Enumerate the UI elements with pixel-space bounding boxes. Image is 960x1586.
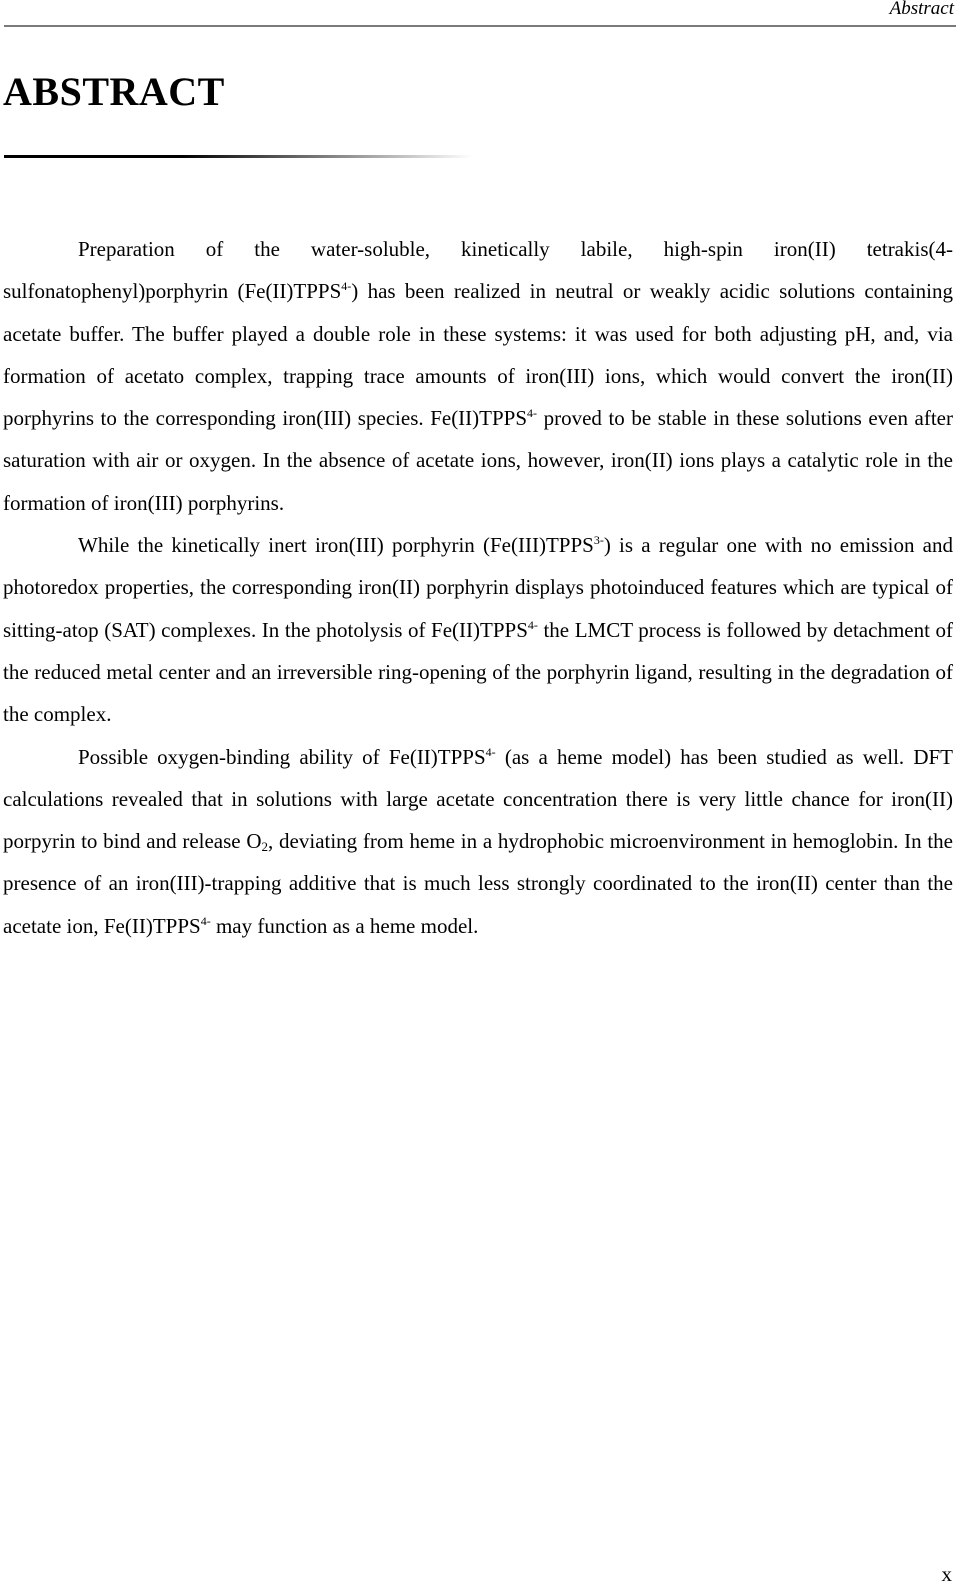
running-header: Abstract <box>889 0 954 19</box>
abstract-heading: ABSTRACT <box>3 69 225 114</box>
superscript-charge: 4- <box>200 913 211 928</box>
text-run: Preparation of the water-soluble, kinetically labile, high-spin iron(II) tetrakis(4-sulfonatophenyl)porphyrin (Fe(II)TPPS <box>3 237 953 304</box>
paragraph-3 <box>3 736 953 947</box>
text-run: the LMCT process is followed by detachment of the reduced metal center and an irreversible ring-opening of the porphyrin ligand, resulting in the degradation of the complex. <box>3 617 953 727</box>
text-run: , deviating from heme in a hydrophobic microenvironment in hemoglobin. In the presence of an iron(III)-trapping additive that is much less strongly coordinated to the iron(II) center than the acetate ion, Fe(II)TPPS <box>3 829 953 938</box>
text-run: ) is a regular one with no emission and photoredox properties, the corresponding iron(II) porphyrin displays photoinduced features which are typical of sitting-atop (SAT) complexes. In the photolysis of Fe(II)TPPS <box>3 533 953 642</box>
abstract-body <box>3 228 953 947</box>
heading-underline <box>4 155 472 158</box>
text-run: While the kinetically inert iron(III) porphyrin (Fe(III)TPPS <box>78 533 594 558</box>
superscript-charge: 4- <box>527 617 538 632</box>
text-run: proved to be stable in these solutions even after saturation with air or oxygen. In the absence of acetate ions, however, iron(II) ions plays a catalytic role in the formation of iron(III) porphyrins. <box>3 406 953 515</box>
paragraph-1 <box>3 228 953 524</box>
page-number: x <box>941 1562 952 1586</box>
text-run: ) has been realized in neutral or weakly acidic solutions containing acetate buffer. The buffer played a double role in these systems: it was used for both adjusting pH, and, via formation of acetato complex, trapping trace amounts of iron(III) ions, which would convert the iron(II) porphyrins to the corresponding iron(III) species. Fe(II)TPPS <box>3 279 953 431</box>
paragraph-2 <box>3 524 953 735</box>
text-run: Possible oxygen-binding ability of Fe(II)TPPS <box>78 744 486 769</box>
superscript-charge: 4- <box>485 744 496 759</box>
superscript-charge: 4- <box>527 406 538 421</box>
header-rule <box>4 25 956 27</box>
subscript-oxygen: 2 <box>261 839 269 855</box>
superscript-charge: 3- <box>593 533 604 548</box>
text-run: (as a heme model) has been studied as well. DFT calculations revealed that in solutions with large acetate concentration there is very little chance for iron(II) porpyrin to bind and release O <box>3 744 953 854</box>
superscript-charge: 4- <box>341 279 352 294</box>
text-run: may function as a heme model. <box>210 913 479 938</box>
